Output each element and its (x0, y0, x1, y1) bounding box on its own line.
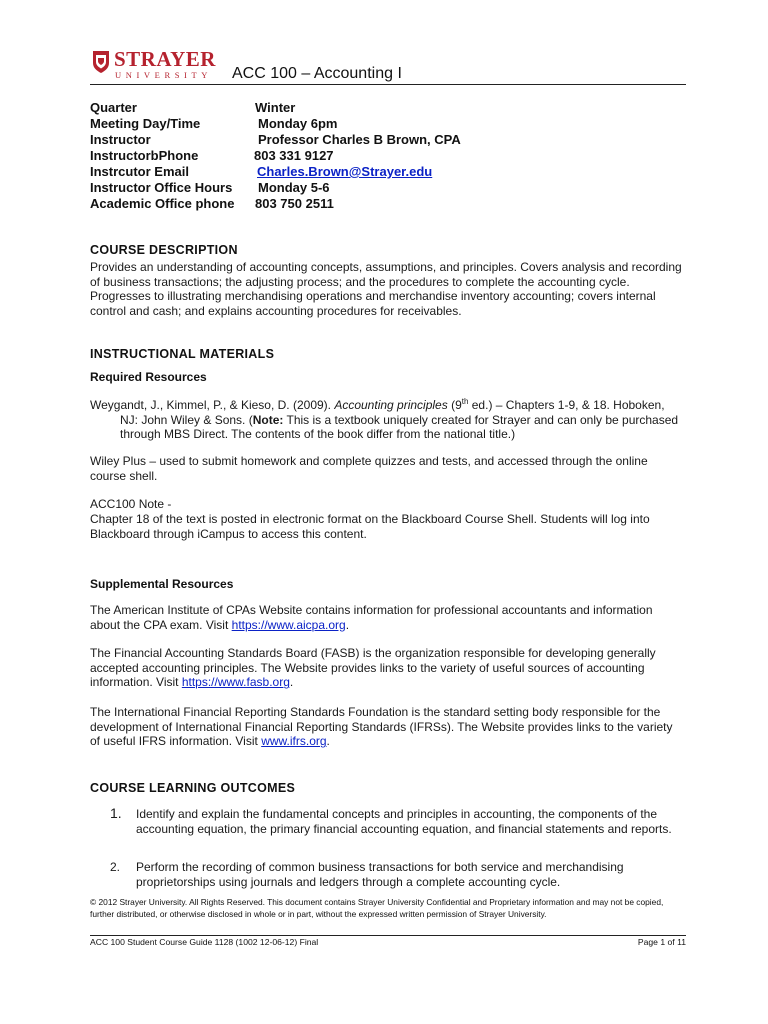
ref-edition: (9 (447, 398, 462, 412)
aicpa-link[interactable]: https://www.aicpa.org (231, 617, 346, 632)
info-label: Meeting Day/Time (90, 116, 201, 131)
footer-divider (90, 935, 686, 936)
page-header (90, 46, 686, 86)
info-value: Professor Charles B Brown, CPA (258, 132, 461, 147)
wiley-plus-text: Wiley Plus – used to submit homework and complete quizzes and tests, and accessed through the online course shell. (90, 454, 648, 483)
info-label: Instrcutor Email (90, 164, 189, 179)
info-row-academic-phone (90, 196, 650, 212)
ref-title: Accounting principles (334, 398, 448, 412)
ref-note-label: Note: (252, 412, 284, 427)
aicpa-text: The American Institute of CPAs Website contains information for professional accountants and information about the CPA exam. Visit (90, 603, 653, 632)
logo-subtitle: UNIVERSITY (115, 70, 212, 80)
info-row-instructor (90, 132, 650, 148)
info-label: Instructor (90, 132, 151, 147)
ifrs-end: . (326, 734, 330, 749)
ifrs-text: The International Financial Reporting Standards Foundation is the standard setting body responsible for the development of International Financial Reporting Standards (IFRSs). The Website provides links to the variety of useful IFRS information. Visit (90, 705, 673, 749)
instructional-materials-heading: INSTRUCTIONAL MATERIALS (90, 347, 275, 361)
strayer-logo (90, 46, 220, 82)
acc100-note-text: Chapter 18 of the text is posted in electronic format on the Blackboard Course Shell. Students will log into Blackboard through iCampus to access this content. (90, 512, 650, 541)
ifrs-paragraph (90, 705, 682, 749)
acc100-note-title: ACC100 Note - (90, 497, 172, 511)
info-value: 803 331 9127 (254, 148, 334, 163)
info-label: Instructor Office Hours (90, 180, 233, 195)
ref-authors: Weygandt, J., Kimmel, P., & Kieso, D. (2009). (90, 398, 335, 412)
footer-page-number: Page 1 of 11 (637, 937, 686, 947)
info-label: InstructorbPhone (90, 148, 199, 163)
copyright-notice: © 2012 Strayer University. All Rights Reserved. This document contains Strayer University Confidential and Proprietary information and may not be copied, further distributed, or otherwise disclosed in whole or in part, without the expressed written permission of Strayer University. (90, 897, 664, 919)
required-resources-heading: Required Resources (90, 370, 207, 384)
course-info-table (90, 100, 650, 212)
list-number: 2. (110, 860, 121, 874)
info-row-quarter (90, 100, 650, 116)
info-value: Monday 5-6 (258, 180, 330, 195)
info-value: Winter (255, 100, 296, 115)
header-divider (90, 84, 686, 85)
aicpa-paragraph (90, 603, 682, 632)
course-description-text: Provides an understanding of accounting concepts, assumptions, and principles. Covers analysis and recording of business transactions; the adjusting process; and the procedures to complete the accounting cycle. Progresses to illustrating merchandising operations and merchandise inventory accounting; covers internal control and cash; and explains accounting procedures for receivables. (90, 260, 682, 319)
info-value: 803 750 2511 (255, 196, 334, 211)
shield-icon (92, 50, 110, 74)
learning-outcomes-heading: COURSE LEARNING OUTCOMES (90, 781, 296, 795)
info-label: Quarter (90, 100, 137, 115)
instructor-email-link[interactable]: Charles.Brown@Strayer.edu (257, 164, 433, 179)
textbook-reference (90, 395, 682, 442)
fasb-link[interactable]: https://www.fasb.org (181, 675, 290, 690)
ref-note: This is a textbook uniquely created for Strayer and can only be purchased through MBS Direct. The contents of the book differ from the national title.) (120, 412, 679, 442)
info-row-meeting (90, 116, 650, 132)
document-title: ACC 100 – Accounting I (232, 65, 402, 82)
ifrs-link[interactable]: www.ifrs.org (261, 734, 327, 749)
list-text: Perform the recording of common business transactions for both service and merchandising proprietorships using journals and ledgers through a complete accounting cycle. (136, 860, 624, 889)
footer-course-guide: ACC 100 Student Course Guide 1128 (1002 12-06-12) Final (90, 937, 319, 947)
list-number: 1. (110, 805, 122, 821)
ref-edition-sup: th (461, 397, 469, 406)
info-row-phone (90, 148, 650, 164)
logo-wordmark: STRAYER (114, 47, 216, 71)
supplemental-resources-heading: Supplemental Resources (90, 577, 234, 591)
info-row-office-hours (90, 180, 650, 196)
ref-publisher: ed.) – Chapters 1-9, & 18. Hoboken, NJ: John Wiley & Sons. ( (120, 398, 665, 427)
info-value: Monday 6pm (258, 116, 338, 131)
info-row-email (90, 164, 650, 180)
aicpa-end: . (345, 617, 350, 632)
info-label: Academic Office phone (90, 196, 235, 211)
list-text: Identify and explain the fundamental concepts and principles in accounting, the components of the accounting equation, the primary financial accounting equation, and financial statements and reports. (136, 807, 672, 836)
course-description-heading: COURSE DESCRIPTION (90, 243, 238, 257)
fasb-paragraph (90, 646, 682, 690)
fasb-end: . (289, 675, 294, 690)
fasb-text: The Financial Accounting Standards Board (FASB) is the organization responsible for developing generally accepted accounting principles. The Website provides links to the variety of useful sources of accounting information. Visit (90, 646, 656, 690)
